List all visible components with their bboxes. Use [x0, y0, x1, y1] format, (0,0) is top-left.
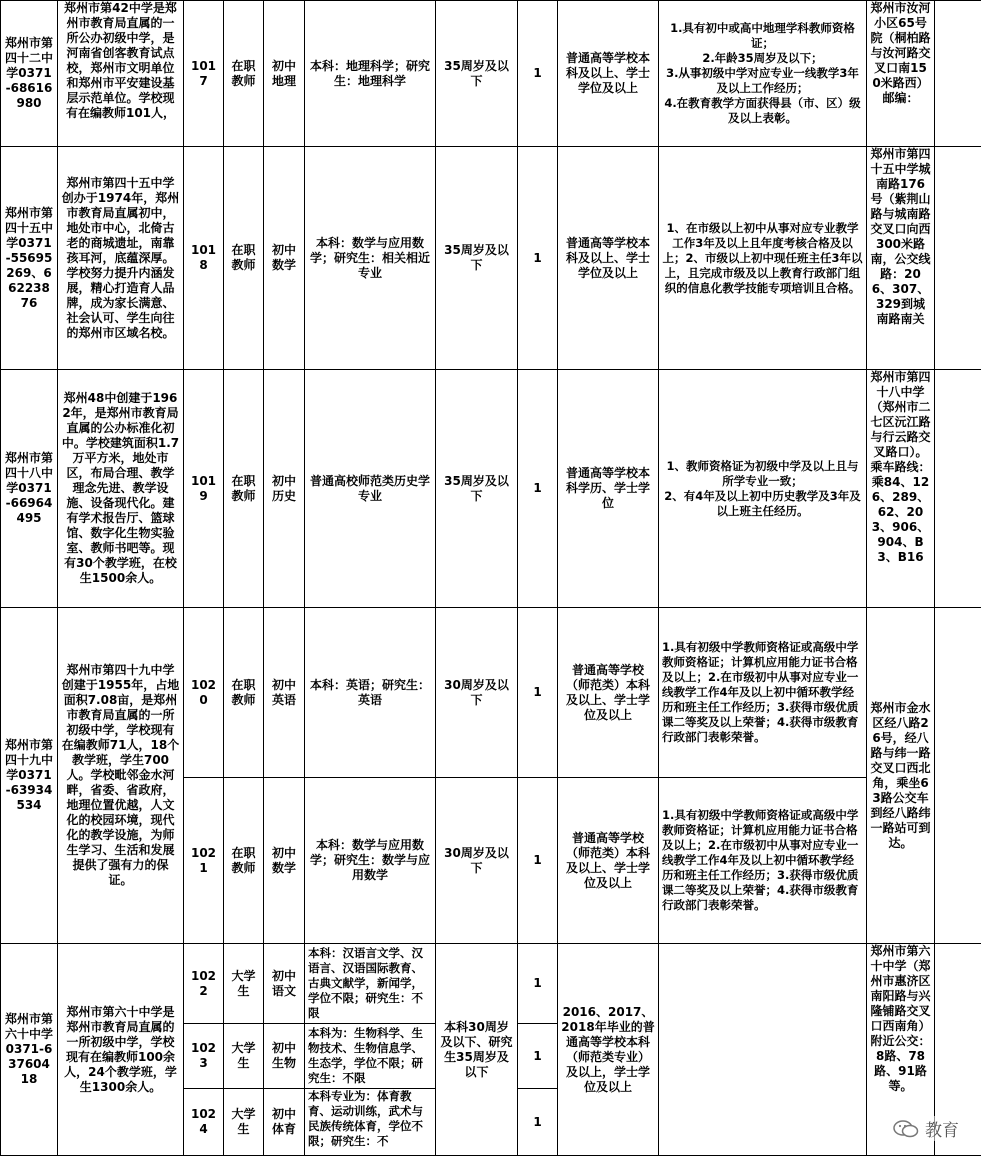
- watermark-text: 教育: [925, 1116, 959, 1141]
- school-name: 郑州市第六十中学0371-63760418: [1, 944, 58, 1156]
- recruit-type: 在职教师: [224, 778, 264, 944]
- age-limit: 35周岁及以下: [436, 147, 518, 370]
- education: 普通高等学校本科学历、学士学位: [558, 370, 659, 608]
- post-code: 1020: [184, 608, 224, 778]
- post-code: 1019: [184, 370, 224, 608]
- age-limit: 35周岁及以下: [436, 370, 518, 608]
- headcount: 1: [518, 1089, 558, 1156]
- age-limit: 本科30周岁及以下、研究生35周岁及以下: [436, 944, 518, 1156]
- post-code: 1022: [184, 944, 224, 1024]
- remarks: [935, 147, 981, 370]
- major: 本科：数学与应用数学；研究生：数学与应用数学: [305, 778, 436, 944]
- post-code: 1023: [184, 1024, 224, 1089]
- recruit-type: 大学生: [224, 1024, 264, 1089]
- address: 郑州市第六十中学（郑州市惠济区南阳路与兴隆铺路交叉口西南角）附近公交：8路、78路、91路等。: [867, 944, 935, 1156]
- post-code: 1024: [184, 1089, 224, 1156]
- table-row: [1, 608, 981, 778]
- age-limit: 30周岁及以下: [436, 608, 518, 778]
- recruit-type: 在职教师: [224, 1, 264, 147]
- age-limit: 35周岁及以下: [436, 1, 518, 147]
- recruit-type: 大学生: [224, 1089, 264, 1156]
- table-row: [1, 944, 981, 1024]
- post-name: 初中历史: [264, 370, 305, 608]
- remarks: [935, 370, 981, 608]
- school-name: 郑州市第四十五中学0371-55695269、66223876: [1, 147, 58, 370]
- address: 郑州市金水区经八路26号，经八路与纬一路交叉口西北角，乘坐63路公交车到经八路纬一路站可到达。: [867, 608, 935, 944]
- remarks: [935, 1, 981, 147]
- recruit-type: 在职教师: [224, 370, 264, 608]
- wechat-icon: [893, 1120, 919, 1138]
- requirements: 1、在市级以上初中从事对应专业教学工作3年及以上且年度考核合格及以上；2、市级以上初中现任班主任3年以上，且完成市级及以上教育行政部门组织的信息化教学技能专项培训且合格。: [659, 147, 867, 370]
- post-name: 初中地理: [264, 1, 305, 147]
- post-code: 1021: [184, 778, 224, 944]
- recruit-type: 大学生: [224, 944, 264, 1024]
- recruit-type: 在职教师: [224, 147, 264, 370]
- requirements: 1.具有初级中学教师资格证或高级中学教师资格证；计算机应用能力证书合格及以上；2.在市级初中从事对应专业一线教学工作4年及以上初中循环教学经历和班主任工作经历；3.获得市级优质课二等奖及以上荣誉；4.获得市级教育行政部门表彰荣誉。: [659, 608, 867, 778]
- address: 郑州市第四十八中学（郑州市二七区沅江路与行云路交叉路口）。乘车路线：乘84、126、289、62、203、906、904、B3、B16: [867, 370, 935, 608]
- school-intro: 郑州48中创建于1962年，是郑州市教育局直属的公办标准化初中。学校建筑面积1.7万平方米，地处市区，布局合理、教学理念先进、教学设施、设备现代化。建有学术报告厅、篮球馆、数字化生物实验室、教师书吧等。现有30个教学班，在校生1500余人。: [58, 370, 184, 608]
- table-row: [1, 1, 981, 147]
- major: 本科：数学与应用数学；研究生：相关相近专业: [305, 147, 436, 370]
- post-name: 初中体育: [264, 1089, 305, 1156]
- school-intro: 郑州市第42中学是郑州市教育局直属的一所公办初级中学，是河南省创客教育试点校，郑州市文明单位和郑州市平安建设基层示范单位。学校现有在编教师101人，: [58, 1, 184, 147]
- post-name: 初中英语: [264, 608, 305, 778]
- table-row: [1, 370, 981, 608]
- post-name: 初中生物: [264, 1024, 305, 1089]
- major: 本科：汉语言文学、汉语言、汉语国际教育、古典文献学，新闻学，学位不限；研究生：不限: [305, 944, 436, 1024]
- address: 郑州市汝河小区65号院（桐柏路与汝河路交叉口南150米路西）邮编：: [867, 1, 935, 147]
- age-limit: 30周岁及以下: [436, 778, 518, 944]
- headcount: 1: [518, 147, 558, 370]
- major: 本科专业为：体育教育、运动训练，武术与民族传统体育，学位不限；研究生：不: [305, 1089, 436, 1156]
- remarks: [935, 608, 981, 944]
- school-intro: 郑州市第四十五中学创办于1974年，郑州市教育局直属初中，地处市中心，北倚古老的商城遗址，南靠孩耳河，底蕴深厚。学校努力提升内涵发展，精心打造育人品牌，成为家长满意、社会认可、学生向往的郑州市区域名校。: [58, 147, 184, 370]
- school-name: 郑州市第四十八中学0371-66964495: [1, 370, 58, 608]
- post-name: 初中数学: [264, 147, 305, 370]
- major: 本科：地理科学；研究生：地理科学: [305, 1, 436, 147]
- headcount: 1: [518, 608, 558, 778]
- post-code: 1018: [184, 147, 224, 370]
- headcount: 1: [518, 944, 558, 1024]
- requirements: 1.具有初中或高中地理学科教师资格证； 2.年龄35周岁及以下； 3.从事初级中学对应专业一线教学3年及以上工作经历； 4.在教育教学方面获得县（市、区）级及以上表彰。: [659, 1, 867, 147]
- school-name: 郑州市第四十二中学0371-68616980: [1, 1, 58, 147]
- headcount: 1: [518, 1024, 558, 1089]
- headcount: 1: [518, 370, 558, 608]
- post-code: 1017: [184, 1, 224, 147]
- education: 普通高等学校本科及以上、学士学位及以上: [558, 147, 659, 370]
- school-intro: 郑州市第六十中学是郑州市教育局直属的一所初级中学，学校现有在编教师100余人，24个教学班，学生1300余人。: [58, 944, 184, 1156]
- requirements: 1.具有初级中学教师资格证或高级中学教师资格证；计算机应用能力证书合格及以上；2.在市级初中从事对应专业一线教学工作4年及以上初中循环教学经历和班主任工作经历；3.获得市级优质课二等奖及以上荣誉；4.获得市级教育行政部门表彰荣誉。: [659, 778, 867, 944]
- education: 普通高等学校本科及以上、学士学位及以上: [558, 1, 659, 147]
- headcount: 1: [518, 1, 558, 147]
- watermark: [889, 1116, 963, 1141]
- school-intro: 郑州市第四十九中学创建于1955年，占地面积7.08亩，是郑州市教育局直属的一所初级中学，学校现有在编教师71人，18个教学班，学生700人。学校毗邻金水河畔，省委、省政府，地理位置优越，人文化的校园环境，现代化的教学设施，为师生学习、生活和发展提供了强有力的保证。: [58, 608, 184, 944]
- major: 本科：英语；研究生：英语: [305, 608, 436, 778]
- headcount: 1: [518, 778, 558, 944]
- post-name: 初中数学: [264, 778, 305, 944]
- recruit-type: 在职教师: [224, 608, 264, 778]
- education: 普通高等学校（师范类）本科及以上、学士学位及以上: [558, 778, 659, 944]
- requirements: [659, 944, 867, 1156]
- school-name: 郑州市第四十九中学0371-63934534: [1, 608, 58, 944]
- post-name: 初中语文: [264, 944, 305, 1024]
- education: 普通高等学校（师范类）本科及以上、学士学位及以上: [558, 608, 659, 778]
- address: 郑州市第四十五中学城南路176号（紫荆山路与城南路交叉口向西300米路南，公交线路：206、307、329到城南路南关: [867, 147, 935, 370]
- table-row: [1, 147, 981, 370]
- requirements: 1、教师资格证为初级中学及以上且与所学专业一致； 2、有4年及以上初中历史教学及3年及以上班主任经历。: [659, 370, 867, 608]
- education: 2016、2017、2018年毕业的普通高等学校本科（师范类专业）及以上，学士学位及以上: [558, 944, 659, 1156]
- major: 普通高校师范类历史学专业: [305, 370, 436, 608]
- major: 本科为：生物科学、生物技术、生物信息学、生态学，学位不限；研究生：不限: [305, 1024, 436, 1089]
